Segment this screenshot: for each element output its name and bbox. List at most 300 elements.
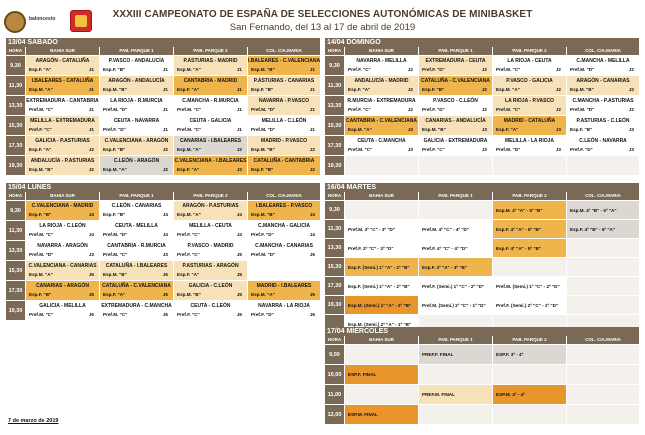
match-cell: [419, 277, 493, 295]
match-teams: C.VALENCIANA - CANARIAS: [28, 263, 97, 269]
match-category: [26, 312, 99, 317]
match-teams: P.ASTURIAS - C.LEÓN: [576, 118, 630, 124]
schedule-row: [325, 219, 639, 238]
match-cell: [26, 261, 100, 280]
match-teams: ARAGÓN - P.ASTURIAS: [182, 203, 239, 209]
round-label: J1: [236, 87, 242, 92]
round-label: J4: [309, 212, 315, 217]
category-label: Esp.M. "B": [251, 212, 275, 217]
round-label: J2: [628, 107, 634, 112]
schedule-row: [6, 220, 320, 240]
category-label: Pref.F. "C": [29, 127, 52, 132]
match-teams: CANTABRIA - R.MURCIA: [107, 243, 166, 249]
time-cell: 19,30: [325, 156, 345, 175]
match-cell: [345, 76, 419, 95]
match-cell: [345, 365, 419, 384]
match-teams: C.LEÓN - CANARIAS: [111, 203, 162, 209]
match-teams: CATALUÑA - CANTABRIA: [253, 158, 315, 164]
match-cell: [100, 241, 174, 260]
schedule-row: [6, 155, 320, 175]
column-header: HORA: [6, 47, 26, 55]
match-teams: C.MANCHA - CANARIAS: [255, 243, 313, 249]
match-category: [100, 272, 173, 277]
match-teams: P.VASCO - MADRID: [187, 243, 234, 249]
category-label: Pref.M. "C": [29, 107, 54, 112]
match-cell: [567, 345, 639, 364]
category-label: Esp.M. "A": [177, 212, 201, 217]
match-teams: ANDALUCÍA - MADRID: [354, 78, 409, 84]
page-title: XXXIII CAMPEONATO DE ESPAÑA DE SELECCIONES AUTONÓMICAS DE MINIBASKET: [112, 9, 533, 20]
time-cell: 19,30: [325, 296, 345, 314]
time-cell: 17,30: [6, 136, 26, 155]
category-label: Pref.F. "D": [103, 127, 126, 132]
match-cell: [248, 221, 320, 240]
match-label: PREF.M. FINAL: [422, 392, 455, 397]
match-cell: [26, 301, 100, 320]
match-teams: CATALUÑA - C.VALENCIANA: [102, 283, 171, 289]
match-cell: [419, 258, 493, 276]
schedule-row: [325, 295, 639, 314]
match-teams: NAVARRA - MELILLA: [356, 58, 407, 64]
match-cell: [174, 281, 248, 300]
match-teams: ARAGÓN - CATALUÑA: [35, 58, 90, 64]
column-header: PAB. PARQUE 1: [100, 192, 174, 200]
match-category: [567, 67, 639, 72]
match-cell: [248, 136, 320, 155]
time-cell: 13,30: [325, 96, 345, 115]
match-label: Esp.M. 4º "A" - 5º "B": [496, 207, 543, 213]
match-teams: GALICIA - MELILLA: [39, 303, 86, 309]
match-category: [493, 127, 566, 132]
match-teams: R.MURCIA - EXTREMADURA: [347, 98, 416, 104]
round-label: J3: [407, 127, 413, 132]
match-cell: [419, 136, 493, 155]
time-cell: 11,30: [325, 76, 345, 95]
match-cell: [100, 261, 174, 280]
match-cell: [100, 156, 174, 175]
category-label: Esp.F. "B": [103, 67, 126, 72]
match-teams: EXTREMADURA - C.MANCHA: [101, 303, 172, 309]
category-label: Esp.M. "A": [251, 292, 275, 297]
round-label: J2: [555, 87, 561, 92]
schedule-row: [325, 238, 639, 257]
time-cell: 17,30: [325, 136, 345, 155]
match-teams: GALICIA - P.ASTURIAS: [35, 138, 90, 144]
match-teams: NAVARRA - P.VASCO: [258, 98, 309, 104]
match-cell: [248, 201, 320, 220]
match-cell: [248, 301, 320, 320]
match-cell: [100, 281, 174, 300]
match-cell: [419, 116, 493, 135]
match-label: Pref.F. 3º "C" - 3º "D": [348, 245, 394, 251]
match-category: [248, 212, 320, 217]
match-label: ESP.M. 3º - 4º: [496, 392, 525, 397]
time-cell: 17,30: [325, 277, 345, 295]
round-label: J2: [555, 67, 561, 72]
match-teams: ARAGÓN - CANARIAS: [576, 78, 630, 84]
match-category: [248, 232, 320, 237]
match-category: [174, 272, 247, 277]
match-teams: P.ASTURIAS - MADRID: [183, 58, 238, 64]
match-category: [248, 167, 320, 172]
category-label: Esp.F. "A": [177, 167, 200, 172]
match-category: [493, 67, 566, 72]
round-label: J2: [88, 147, 94, 152]
match-category: [100, 252, 173, 257]
time-cell: 9,30: [6, 201, 26, 220]
category-label: Esp.F. "B": [29, 292, 52, 297]
column-header: COL. CIA.MARIA: [248, 192, 320, 200]
column-header: PAB. PARQUE 1: [419, 192, 493, 200]
match-label: Pref.M. 4º "C" - 4º "D": [422, 226, 470, 232]
match-cell: [174, 76, 248, 95]
round-label: J3: [481, 147, 487, 152]
round-label: J3: [88, 252, 94, 257]
column-header: PAB. PARQUE 1: [419, 47, 493, 55]
match-cell: [345, 116, 419, 135]
match-category: [26, 232, 99, 237]
match-cell: [493, 201, 567, 219]
round-label: J1: [309, 107, 315, 112]
time-cell: 17,30: [6, 281, 26, 300]
match-category: [26, 272, 99, 277]
category-label: Pref.M. "D": [251, 107, 276, 112]
match-cell: [567, 56, 639, 75]
category-label: Pref.F. "C": [177, 232, 200, 237]
column-headers: [6, 47, 320, 55]
match-category: [419, 107, 492, 112]
category-label: Esp.F. "B": [103, 147, 126, 152]
match-cell: [100, 76, 174, 95]
match-category: [345, 67, 418, 72]
match-cell: [26, 96, 100, 115]
match-cell: [26, 281, 100, 300]
match-category: [174, 312, 247, 317]
match-teams: CATALUÑA - I.BALEARES: [105, 263, 168, 269]
round-label: J2: [309, 167, 315, 172]
schedule-saturday: [6, 38, 320, 175]
match-cell: [493, 96, 567, 115]
match-cell: [345, 96, 419, 115]
match-category: [248, 127, 320, 132]
match-teams: C.VALENCIANA - ARAGÓN: [104, 138, 169, 144]
round-label: J5: [88, 292, 94, 297]
match-teams: EXTREMADURA - CANTABRIA: [26, 98, 99, 104]
round-label: J2: [407, 87, 413, 92]
category-label: Pref.F. "C": [177, 252, 200, 257]
match-teams: ARAGÓN - ANDALUCÍA: [108, 78, 165, 84]
match-cell: [174, 136, 248, 155]
match-teams: CANARIAS - ARAGÓN: [36, 283, 89, 289]
match-category: [419, 87, 492, 92]
match-cell: [419, 201, 493, 219]
schedule-row: [6, 300, 320, 320]
round-label: J1: [309, 87, 315, 92]
round-label: J2: [309, 147, 315, 152]
match-cell: [419, 220, 493, 238]
match-cell: [248, 241, 320, 260]
category-label: Pref.M. "D": [570, 67, 595, 72]
match-category: [26, 212, 99, 217]
match-cell: [567, 76, 639, 95]
section-title: 15/04 LUNES: [6, 183, 320, 192]
category-label: Esp.F. "B": [422, 87, 445, 92]
round-label: J1: [88, 127, 94, 132]
match-category: [345, 87, 418, 92]
schedule-row: [325, 55, 639, 75]
match-teams: C.LEÓN - ARAGÓN: [113, 158, 160, 164]
match-category: [248, 87, 320, 92]
footer-date: 7 de marzo de 2019: [8, 418, 59, 424]
match-cell: [345, 296, 419, 314]
match-teams: CEUTA - GALICIA: [189, 118, 232, 124]
round-label: J3: [162, 252, 168, 257]
match-cell: [567, 136, 639, 155]
match-category: [248, 252, 320, 257]
match-cell: [567, 365, 639, 384]
match-category: [174, 167, 247, 172]
schedule-row: [325, 95, 639, 115]
column-header: HORA: [325, 336, 345, 344]
match-cell: [26, 116, 100, 135]
match-cell: [26, 136, 100, 155]
match-cell: [100, 301, 174, 320]
match-category: [419, 67, 492, 72]
match-cell: [567, 258, 639, 276]
match-cell: [174, 156, 248, 175]
match-category: [174, 252, 247, 257]
match-teams: I.BALEARES - P.VASCO: [255, 203, 313, 209]
match-teams: NAVARRA - LA RIOJA: [258, 303, 310, 309]
time-cell: 19,30: [6, 301, 26, 320]
round-label: J5: [236, 252, 242, 257]
column-header: COL. CIA.MARIA: [567, 336, 639, 344]
match-teams: GALICIA - C.LEÓN: [188, 283, 233, 289]
round-label: J2: [236, 167, 242, 172]
category-label: Esp.F. "A": [348, 87, 371, 92]
match-cell: [493, 220, 567, 238]
category-label: Esp.M. "B": [103, 272, 127, 277]
match-cell: [493, 385, 567, 404]
time-cell: 9,30: [325, 56, 345, 75]
round-label: J1: [88, 107, 94, 112]
match-cell: [567, 385, 639, 404]
round-label: J2: [628, 67, 634, 72]
match-cell: [345, 56, 419, 75]
category-label: Esp.M. "A": [177, 67, 201, 72]
category-label: Pref.M. "D": [29, 252, 54, 257]
match-label: Esp.M. 4º "B" - 5º "A": [570, 207, 617, 213]
match-label: ESP.M. FINAL: [348, 412, 378, 417]
match-teams: MELILLA - LA RIOJA: [504, 138, 555, 144]
category-label: Esp.M. "B": [251, 147, 275, 152]
match-label: Esp.F. (Semi.) 1º "A" - 2º "B": [348, 264, 410, 270]
match-cell: [493, 56, 567, 75]
round-label: J4: [88, 232, 94, 237]
match-teams: P.VASCO - ANDALUCÍA: [108, 58, 165, 64]
category-label: Pref.M. "C": [103, 252, 128, 257]
match-teams: CANTABRIA - MADRID: [183, 78, 238, 84]
match-cell: [26, 56, 100, 75]
match-category: [174, 147, 247, 152]
match-cell: [174, 221, 248, 240]
match-cell: [567, 201, 639, 219]
match-cell: [493, 239, 567, 257]
category-label: Pref.F. "C": [348, 107, 371, 112]
match-cell: [493, 365, 567, 384]
match-teams: CANTABRIA - C.VALENCIANA: [345, 118, 417, 124]
match-cell: [567, 220, 639, 238]
match-cell: [493, 405, 567, 424]
match-teams: P.VASCO - GALICIA: [506, 78, 553, 84]
match-category: [419, 127, 492, 132]
round-label: J2: [162, 147, 168, 152]
section-title: 16/04 MARTES: [325, 183, 639, 192]
round-label: J2: [628, 87, 634, 92]
category-label: Esp.M. "A": [29, 87, 53, 92]
round-label: J6: [236, 312, 242, 317]
match-cell: [493, 136, 567, 155]
match-teams: MELILLA - CEUTA: [189, 223, 232, 229]
match-category: [26, 67, 99, 72]
schedule-row: [325, 257, 639, 276]
match-cell: [248, 116, 320, 135]
match-label: Pref.M. (Semi.) 1º "C" - 2º "D": [496, 283, 560, 289]
column-header: PAB. PARQUE 1: [419, 336, 493, 344]
match-category: [26, 167, 99, 172]
category-label: Pref.F. "C": [177, 312, 200, 317]
column-header: BAHIA SUR: [26, 192, 100, 200]
schedule-row: [6, 135, 320, 155]
category-label: Esp.F. "A": [177, 272, 200, 277]
round-label: J3: [407, 147, 413, 152]
time-cell: 11,30: [6, 76, 26, 95]
match-teams: ANDALUCÍA - P.ASTURIAS: [30, 158, 95, 164]
round-label: J5: [309, 252, 315, 257]
category-label: Pref.M. "C": [496, 67, 521, 72]
match-category: [174, 87, 247, 92]
match-category: [26, 87, 99, 92]
category-label: Esp.F. "B": [251, 87, 274, 92]
category-label: Pref.M. "D": [251, 127, 276, 132]
match-category: [26, 127, 99, 132]
match-label: Pref.F. (Semi.) 1º "C" - 2º "D": [422, 283, 485, 289]
match-teams: MELILLA - EXTREMADURA: [30, 118, 95, 124]
column-header: COL. CIA.MARIA: [567, 192, 639, 200]
match-cell: [26, 76, 100, 95]
column-header: PAB. PARQUE 2: [493, 47, 567, 55]
category-label: Esp.M. "B": [422, 127, 446, 132]
round-label: J4: [162, 212, 168, 217]
match-teams: I.BALEARES - C.VALENCIANA: [248, 58, 320, 64]
match-cell: [174, 261, 248, 280]
match-label: ESP.F. 3º - 4º: [496, 352, 524, 357]
match-label: Esp.F. 3º "A" - 3º "B": [422, 264, 467, 270]
match-cell: [100, 96, 174, 115]
match-teams: GALICIA - EXTREMADURA: [423, 138, 488, 144]
match-label: Esp.F. 4º "B" - 5º "A": [570, 226, 615, 232]
match-cell: [567, 405, 639, 424]
column-headers: [325, 336, 639, 344]
column-header: BAHIA SUR: [345, 336, 419, 344]
match-teams: NAVARRA - ARAGÓN: [37, 243, 88, 249]
schedule-tuesday: [325, 183, 639, 333]
match-teams: CANARIAS - I.BALEARES: [179, 138, 242, 144]
round-label: J3: [628, 127, 634, 132]
round-label: J1: [162, 107, 168, 112]
match-cell: [567, 116, 639, 135]
match-teams: CEUTA - C.LEÓN: [190, 303, 231, 309]
column-header: HORA: [325, 192, 345, 200]
match-teams: I.BALEARES - CATALUÑA: [31, 78, 94, 84]
category-label: Pref.F. "D": [570, 147, 593, 152]
match-category: [248, 107, 320, 112]
match-cell: [100, 116, 174, 135]
match-cell: [419, 365, 493, 384]
match-label: PREF.F. FINAL: [422, 352, 454, 357]
match-teams: CANARIAS - ANDALUCÍA: [425, 118, 486, 124]
schedule-sunday: [325, 38, 639, 175]
match-teams: LA RIOJA - C.LEÓN: [39, 223, 86, 229]
round-label: J1: [88, 67, 94, 72]
match-teams: C.VALENCIANA - MADRID: [31, 203, 94, 209]
match-cell: [248, 56, 320, 75]
category-label: Pref.F. "D": [422, 107, 445, 112]
category-label: Pref.M. "D": [570, 107, 595, 112]
category-label: Pref.F. "C": [348, 67, 371, 72]
category-label: Pref.M. "C": [348, 147, 373, 152]
match-teams: P.VASCO - C.LEÓN: [433, 98, 478, 104]
column-header: PAB. PARQUE 1: [100, 47, 174, 55]
category-label: Pref.M. "C": [177, 107, 202, 112]
category-label: Pref.M. "C": [496, 107, 521, 112]
column-headers: [325, 192, 639, 200]
time-cell: 9,30: [325, 201, 345, 219]
category-label: Esp.M. "A": [348, 127, 372, 132]
section-title: 17/04 MIERCOLES: [325, 327, 639, 336]
category-label: Pref.M. "D": [103, 232, 128, 237]
round-label: J3: [555, 147, 561, 152]
match-cell: [100, 56, 174, 75]
match-cell: [248, 281, 320, 300]
match-cell: [345, 277, 419, 295]
round-label: J3: [481, 127, 487, 132]
match-cell: [345, 385, 419, 404]
category-label: Esp.F. "B": [103, 212, 126, 217]
match-cell: [567, 239, 639, 257]
match-category: [345, 107, 418, 112]
round-label: J4: [236, 212, 242, 217]
round-label: J2: [407, 67, 413, 72]
match-cell: [419, 96, 493, 115]
match-category: [345, 147, 418, 152]
round-label: J4: [309, 232, 315, 237]
match-teams: MELILLA - C.LEÓN: [261, 118, 307, 124]
column-header: PAB. PARQUE 2: [493, 192, 567, 200]
match-cell: [419, 156, 493, 175]
match-cell: [419, 345, 493, 364]
match-label: Pref.F. 4º "C" - 4º "D": [422, 245, 468, 251]
column-header: COL. CIA.MARIA: [248, 47, 320, 55]
match-cell: [345, 239, 419, 257]
match-cell: [174, 56, 248, 75]
match-category: [493, 107, 566, 112]
match-label: Esp.F. 4º "A" - 5º "B": [496, 226, 541, 232]
match-cell: [345, 156, 419, 175]
match-category: [174, 292, 247, 297]
category-label: Pref.M. "C": [103, 312, 128, 317]
match-cell: [345, 136, 419, 155]
